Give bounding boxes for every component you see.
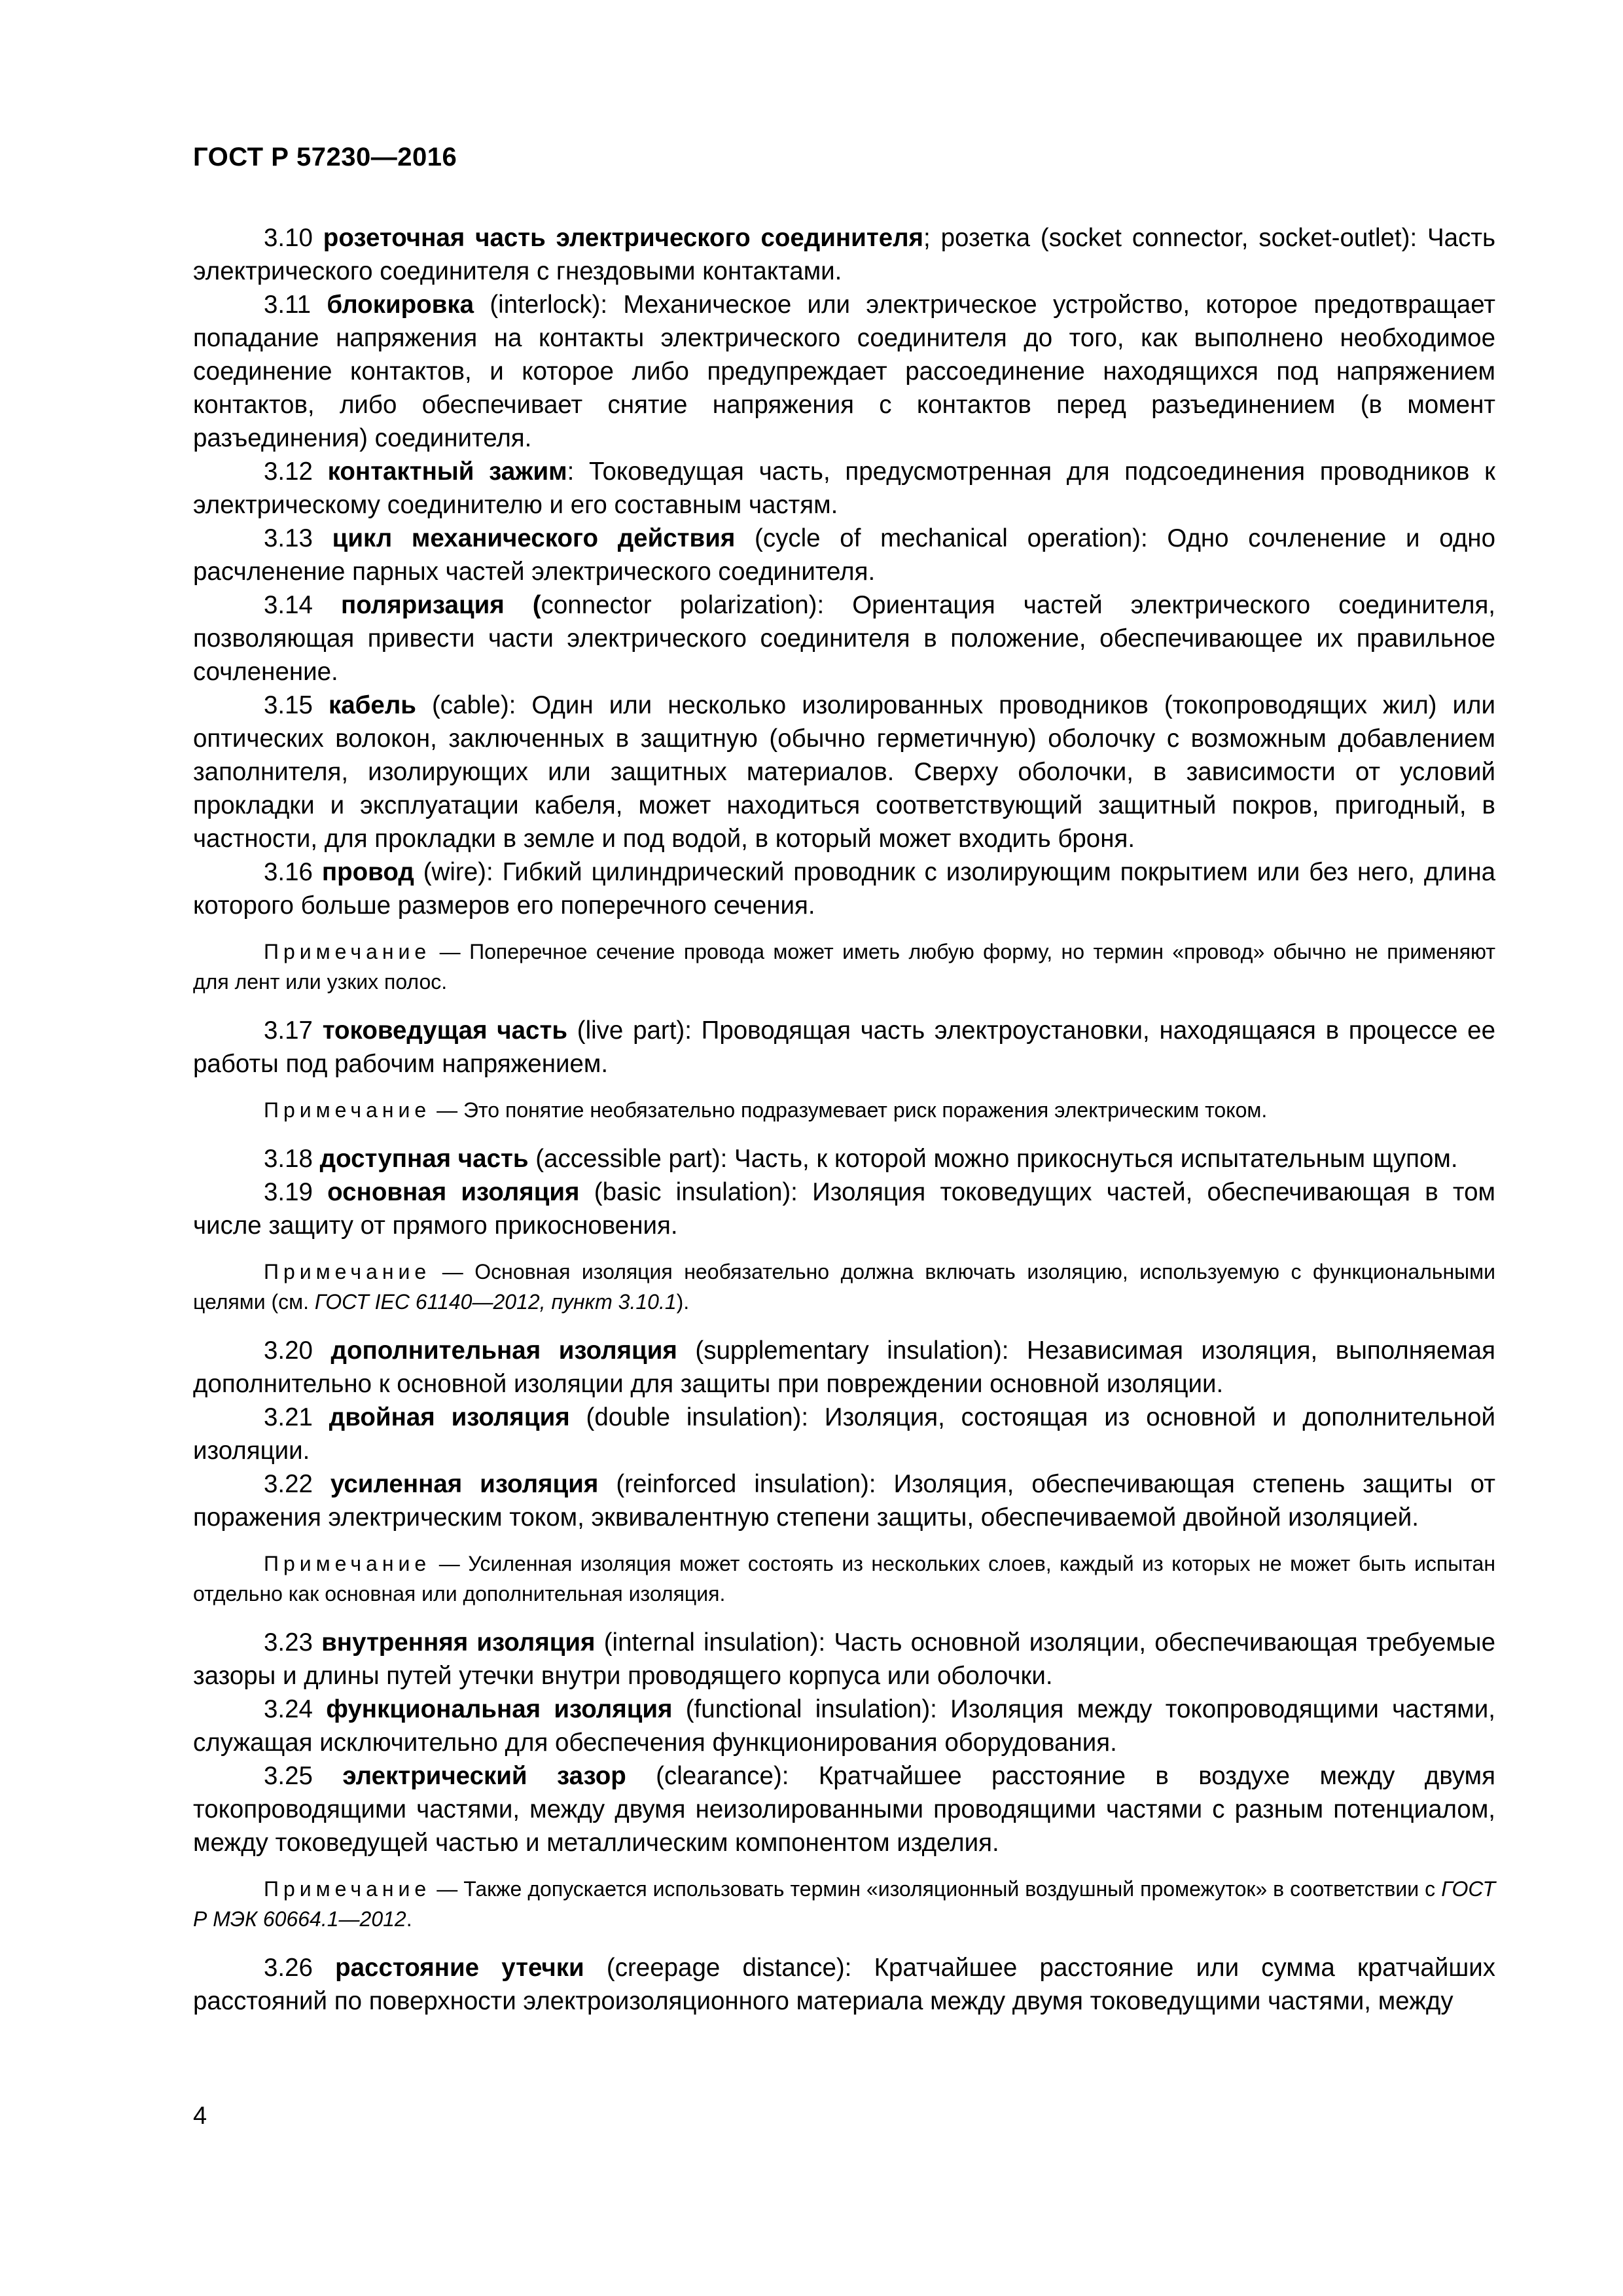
definition-entry bbox=[193, 221, 1495, 288]
note-text: Усиленная изоляция может состоять из нескольких слоев, каждый из которых не может быть испытан отдельно как основная или дополнительная изоляция. bbox=[193, 1552, 1496, 1605]
definition-entry bbox=[193, 689, 1495, 855]
definition-entry bbox=[193, 1626, 1495, 1693]
entry-text: (interlock): Механическое или электрическое устройство, которое предотвращает попадание напряжения на контакты электрического соединителя до того, как выполнено необходимое соединение контактов, и которое либо предупреждает рассоединение находящихся под напряжением контактов, либо обеспечивает снятие напряжения с контактов перед разъединением (в момент разъединения) соединителя. bbox=[193, 291, 1495, 452]
note-dash: — bbox=[431, 1260, 475, 1283]
note-dash: — bbox=[431, 1098, 463, 1122]
entry-term: дополнительная изоляция bbox=[330, 1336, 677, 1365]
entry-text: (cycle of mechanical operation): Одно сочленение и одно расчленение парных частей электрического соединителя. bbox=[193, 524, 1495, 586]
note-label: Примечание bbox=[264, 1260, 431, 1283]
definition-entry bbox=[193, 455, 1495, 522]
entry-term: доступная часть bbox=[319, 1145, 529, 1173]
entry-text: (basic insulation): Изоляция токоведущих частей, обеспечивающая в том числе защиту от прямого прикосновения. bbox=[193, 1178, 1495, 1240]
note-dash: — bbox=[431, 1877, 464, 1901]
definition-entry bbox=[193, 1467, 1495, 1534]
entry-number: 3.22 bbox=[264, 1470, 330, 1498]
entry-number: 3.14 bbox=[264, 591, 341, 619]
definition-entry bbox=[193, 588, 1495, 689]
entry-number: 3.25 bbox=[264, 1762, 343, 1790]
note bbox=[193, 1095, 1495, 1125]
note-label: Примечание bbox=[264, 940, 431, 963]
note bbox=[193, 1549, 1495, 1609]
entry-term: провод bbox=[321, 858, 414, 886]
page-number: 4 bbox=[193, 2102, 207, 2130]
entry-number: 3.19 bbox=[264, 1178, 328, 1206]
entry-number: 3.26 bbox=[264, 1954, 336, 1982]
entry-number: 3.11 bbox=[264, 291, 327, 319]
entry-number: 3.12 bbox=[264, 457, 328, 486]
document-body bbox=[193, 221, 1495, 2018]
note-label: Примечание bbox=[264, 1552, 431, 1575]
entry-term: усиленная изоляция bbox=[330, 1470, 599, 1498]
entry-number: 3.24 bbox=[264, 1695, 327, 1723]
definition-entry bbox=[193, 1401, 1495, 1467]
note-text: Основная изоляция необязательно должна включать изоляцию, используемую с функциональными целями (см. bbox=[193, 1260, 1496, 1314]
entry-text: ; розетка (socket connector, socket-outlet): Часть электрического соединителя с гнездовыми контактами. bbox=[193, 224, 1496, 285]
entry-number: 3.17 bbox=[264, 1016, 323, 1045]
note-dash: — bbox=[431, 940, 470, 963]
note bbox=[193, 937, 1495, 997]
definition-entry bbox=[193, 855, 1495, 922]
note-text: Поперечное сечение провода может иметь любую форму, но термин «провод» обычно не применяют для лент или узких полос. bbox=[193, 940, 1496, 994]
entry-number: 3.18 bbox=[264, 1145, 320, 1173]
definition-entry bbox=[193, 522, 1495, 588]
entry-term: блокировка bbox=[327, 291, 474, 319]
entry-text: (reinforced insulation): Изоляция, обеспечивающая степень защиты от поражения электрическим током, эквивалентную степени защиты, обеспечиваемой двойной изоляцией. bbox=[193, 1470, 1495, 1532]
note bbox=[193, 1257, 1495, 1317]
entry-term: функциональная изоляция bbox=[326, 1695, 673, 1723]
note-tail: ). bbox=[676, 1290, 690, 1314]
entry-text: (clearance): Кратчайшее расстояние в воздухе между двумя токопроводящими частями, между двумя неизолированными проводящими частями с разным потенциалом, между токоведущей частью и металлическим компонентом изделия. bbox=[193, 1762, 1495, 1857]
entry-term: двойная изоляция bbox=[329, 1403, 570, 1431]
entry-number: 3.10 bbox=[264, 224, 323, 252]
note-reference: ГОСТ Р МЭК 60664.1—2012 bbox=[193, 1877, 1496, 1931]
entry-number: 3.15 bbox=[264, 691, 329, 719]
entry-text: (internal insulation): Часть основной изоляции, обеспечивающая требуемые зазоры и длины путей утечки внутри проводящего корпуса или оболочки. bbox=[193, 1628, 1495, 1690]
entry-text: (creepage distance): Кратчайшее расстояние или сумма кратчайших расстояний по поверхности электроизоляционного материала между двумя токоведущими частями, между bbox=[193, 1954, 1495, 2015]
entry-term: контактный зажим bbox=[327, 457, 567, 486]
entry-text: (double insulation): Изоляция, состоящая из основной и дополнительной изоляции. bbox=[193, 1403, 1495, 1465]
definition-entry bbox=[193, 1759, 1495, 1859]
entry-term: основная изоляция bbox=[327, 1178, 580, 1206]
entry-term: поляризация ( bbox=[340, 591, 541, 619]
note-label: Примечание bbox=[264, 1098, 431, 1122]
entry-term: расстояние утечки bbox=[335, 1954, 584, 1982]
entry-number: 3.16 bbox=[264, 858, 322, 886]
entry-text: (accessible part): Часть, к которой можно прикоснуться испытательным щупом. bbox=[528, 1145, 1458, 1173]
entry-text: (live part): Проводящая часть электроустановки, находящаяся в процессе ее работы под рабочим напряжением. bbox=[193, 1016, 1495, 1078]
entry-text: (cable): Один или несколько изолированных проводников (токопроводящих жил) или оптических волокон, заключенных в защитную (обычно герметичную) оболочку с возможным добавлением заполнителя, изолирующих или защитных материалов. Сверху оболочки, в зависимости от условий прокладки и эксплуатации кабеля, может находиться соответствующий защитный покров, пригодный, в частности, для прокладки в земле и под водой, в который может входить броня. bbox=[193, 691, 1495, 853]
entry-term: цикл механического действия bbox=[332, 524, 736, 552]
note-reference: ГОСТ IEC 61140—2012, пункт 3.10.1 bbox=[314, 1290, 677, 1314]
entry-number: 3.13 bbox=[264, 524, 332, 552]
entry-term: внутренняя изоляция bbox=[321, 1628, 596, 1657]
definition-entry bbox=[193, 1142, 1495, 1175]
entry-term: токоведущая часть bbox=[322, 1016, 567, 1045]
note-label: Примечание bbox=[264, 1877, 431, 1901]
entry-term: кабель bbox=[328, 691, 416, 719]
definition-entry bbox=[193, 1175, 1495, 1242]
entry-text: : Токоведущая часть, предусмотренная для подсоединения проводников к электрическому соединителю и его составным частям. bbox=[193, 457, 1495, 519]
entry-text: (wire): Гибкий цилиндрический проводник с изолирующим покрытием или без него, длина которого больше размеров его поперечного сечения. bbox=[193, 858, 1495, 920]
note-dash: — bbox=[431, 1552, 469, 1575]
entry-number: 3.20 bbox=[264, 1336, 331, 1365]
definition-entry bbox=[193, 1014, 1495, 1081]
entry-number: 3.23 bbox=[264, 1628, 322, 1657]
entry-text: (functional insulation): Изоляция между токопроводящими частями, служащая исключительно для обеспечения функционирования оборудования. bbox=[193, 1695, 1495, 1757]
entry-text: connector polarization): Ориентация частей электрического соединителя, позволяющая привести части электрического соединителя в положение, обеспечивающее их правильное сочленение. bbox=[193, 591, 1495, 686]
note bbox=[193, 1874, 1495, 1934]
definition-entry bbox=[193, 1951, 1495, 2018]
note-tail: . bbox=[406, 1907, 412, 1931]
entry-term: розеточная часть электрического соединителя bbox=[323, 224, 924, 252]
entry-text: (supplementary insulation): Независимая изоляция, выполняемая дополнительно к основной изоляции для защиты при повреждении основной изоляции. bbox=[193, 1336, 1495, 1398]
document-header: ГОСТ Р 57230—2016 bbox=[193, 143, 457, 171]
definition-entry bbox=[193, 1334, 1495, 1401]
note-text: Также допускается использовать термин «изоляционный воздушный промежуток» в соответствии с bbox=[463, 1877, 1442, 1901]
note-text: Это понятие необязательно подразумевает риск поражения электрическим током. bbox=[463, 1098, 1268, 1122]
entry-number: 3.21 bbox=[264, 1403, 329, 1431]
entry-term: электрический зазор bbox=[342, 1762, 626, 1790]
definition-entry bbox=[193, 1693, 1495, 1759]
definition-entry bbox=[193, 288, 1495, 455]
